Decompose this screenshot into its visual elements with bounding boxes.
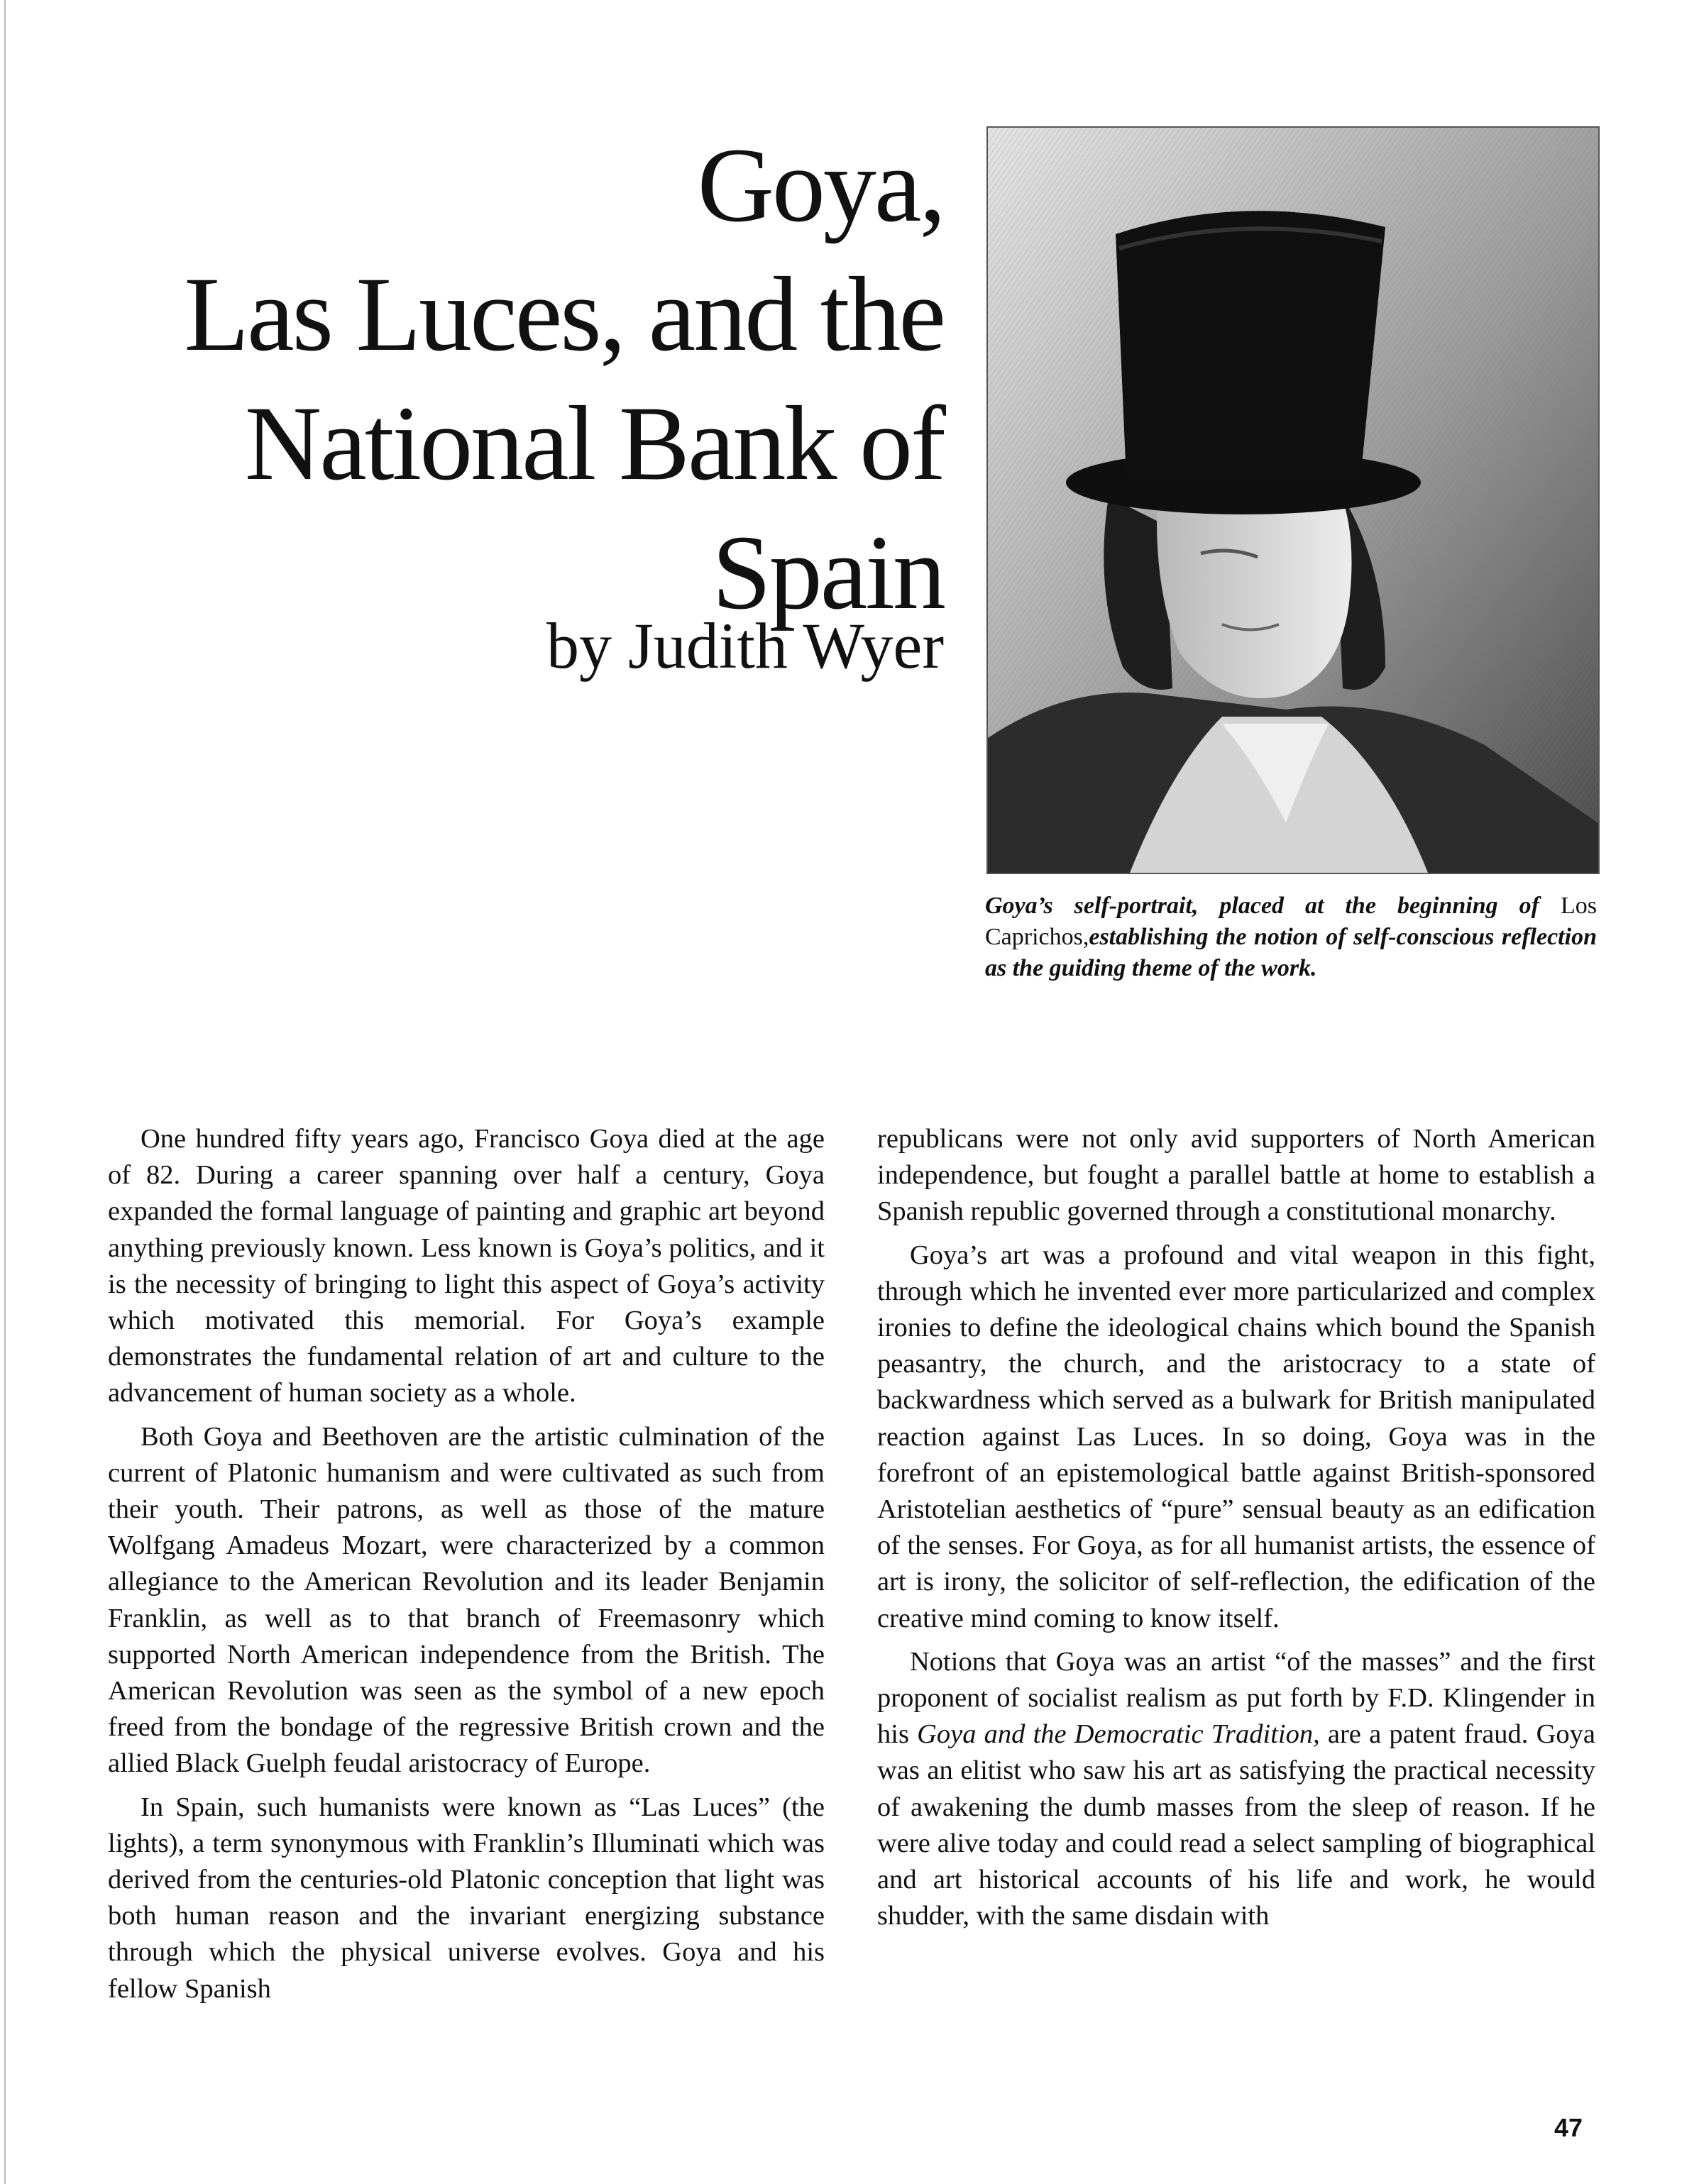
body-column-left (108, 1121, 825, 2007)
body-paragraph (877, 1644, 1595, 1935)
body-paragraph: In Spain, such humanists were known as “Las Luces” (the lights), a term synonymous with Franklin’s Illuminati which was derived from the centuries-old Platonic conception that light was both human reason and the invariant energizing substance through which the physical universe evolves. Goya and his fellow Spanish (108, 1792, 825, 2004)
body-paragraph: One hundred fifty years ago, Francisco Goya died at the age of 82. During a career spanning over half a century, Goya expanded the formal language of painting and graphic art beyond anything previously known. Less known is Goya’s politics, and it is the necessity of bringing to light this aspect of Goya’s activity which motivated this memorial. For Goya’s example demonstrates the fundamental relation of art and culture to the advancement of human society as a whole. (108, 1124, 825, 1408)
title-line-1: Goya, (697, 126, 944, 244)
body-paragraph: Goya’s art was a profound and vital weapon in this fight, through which he invented ever more particularized and complex ironies to define the ideological chains which bound the Spanish peasantry, the church, and the aristocracy to a state of backwardness which served as a bulwark for British manipulated reaction against Las Luces. In so doing, Goya was in the forefront of an epistemological battle against British-sponsored Aristotelian aesthetics of “pure” sensual beauty as an edification of the senses. For Goya, as for all humanist artists, the essence of art is irony, the solicitor of self-reflection, the edification of the creative mind coming to know itself. (877, 1240, 1595, 1633)
page-edge-rule (4, 0, 6, 2184)
paragraph-text: Notions that Goya was an artist “of the masses” and the first proponent of socialist realism as put forth by F.D. Klingender in his (877, 1646, 1595, 1750)
caption-text-start: Goya’s self-portrait, placed at the beginning of (985, 893, 1561, 919)
book-title: Goya and the Democratic Tradition, (917, 1719, 1320, 1750)
paragraph-text: are a patent fraud. Goya was an elitist who saw his art as satisfying the practical necessity of awakening the dumb masses from the sleep of reason. If he were alive today and could read a select sampling of biographical and art historical accounts of his life and work, he would shudder, with the same disdain with (877, 1719, 1595, 1931)
portrait-image (986, 126, 1600, 874)
body-paragraph-continued: republicans were not only avid supporters of North American independence, but fought a parallel battle at home to establish a Spanish republic governed through a constitutional monarchy. (877, 1124, 1595, 1227)
title-line-2: Las Luces, and the (184, 255, 944, 373)
caption-text-end: establishing the notion of self-conscious reflection as the guiding theme of the work. (985, 924, 1597, 981)
byline: by Judith Wyer (546, 610, 944, 682)
title-line-3: National Bank of Spain (244, 385, 944, 632)
body-column-right (877, 1121, 1595, 1934)
caption-work-title: Los Caprichos, (985, 893, 1597, 950)
figure-caption (985, 890, 1597, 984)
body-paragraph: Both Goya and Beethoven are the artistic culmination of the current of Platonic humanism and were cultivated as such from their youth. Their patrons, as well as those of the mature Wolfgang Amadeus Mozart, were characterized by a common allegiance to the American Revolution and its leader Benjamin Franklin, as well as to that branch of Freemasonry which supported North American independence from the British. The American Revolution was seen as the symbol of a new epoch freed from the bondage of the regressive British crown and the allied Black Guelph feudal aristocracy of Europe. (108, 1421, 825, 1779)
page-number: 47 (1554, 2113, 1583, 2142)
article-title (78, 121, 944, 637)
goya-self-portrait-etching (988, 128, 1598, 873)
